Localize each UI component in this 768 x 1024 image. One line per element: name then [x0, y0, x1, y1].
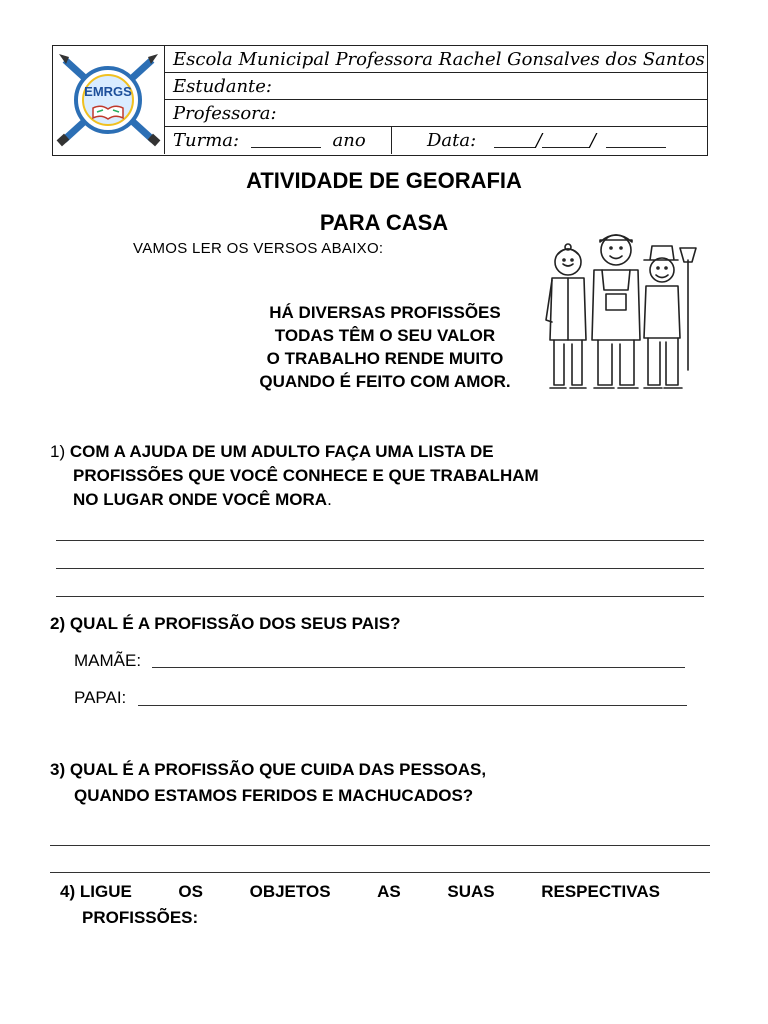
instruction-text: VAMOS LER OS VERSOS ABAIXO:: [133, 240, 384, 257]
student-label: Estudante:: [173, 76, 272, 97]
answer-line[interactable]: [50, 872, 710, 873]
workers-illustration: [540, 220, 700, 395]
header-table: [52, 45, 708, 156]
date-day-field[interactable]: [494, 131, 536, 148]
mom-answer-line[interactable]: [152, 667, 685, 668]
verse-line: O TRABALHO RENDE MUITO: [266, 349, 504, 368]
school-name-row: [165, 46, 707, 73]
question-text: QUAL É A PROFISSÃO DOS SEUS PAIS?: [69, 614, 401, 633]
question-number: 4): [60, 882, 76, 901]
row-divider: [391, 127, 392, 154]
question-text: PROFISSÕES QUE VOCÊ CONHECE E QUE TRABALHAM: [73, 466, 539, 485]
answer-line[interactable]: [56, 596, 704, 597]
date-separator: /: [590, 130, 597, 151]
teacher-row[interactable]: [165, 100, 707, 127]
question-4: [60, 882, 660, 928]
question-text: COM A AJUDA DE UM ADULTO FAÇA UMA LISTA DE: [69, 442, 494, 461]
year-label: ano: [332, 130, 366, 151]
school-logo: [53, 46, 165, 154]
question-text: QUAL É A PROFISSÃO QUE CUIDA DAS PESSOAS,: [69, 760, 487, 779]
question-word: LIGUE: [79, 882, 132, 901]
question-text: QUANDO ESTAMOS FERIDOS E MACHUCADOS?: [74, 786, 474, 805]
date-month-field[interactable]: [542, 131, 590, 148]
question-3: [50, 758, 486, 808]
verse-line: QUANDO É FEITO COM AMOR.: [259, 372, 511, 391]
answer-line[interactable]: [56, 540, 704, 541]
question-number: 1): [50, 442, 66, 461]
page-subtitle: PARA CASA: [319, 210, 449, 235]
question-2: [50, 612, 400, 636]
teacher-label: Professora:: [173, 103, 277, 124]
student-row[interactable]: [165, 73, 707, 100]
question-number: 2): [50, 614, 66, 633]
class-date-row: [165, 127, 707, 154]
question-word: RESPECTIVAS: [541, 882, 660, 901]
mom-label: MAMÃE:: [74, 651, 142, 670]
question-1: [50, 440, 539, 512]
answer-line[interactable]: [56, 568, 704, 569]
answer-line[interactable]: [50, 845, 710, 846]
question-text: PROFISSÕES:: [82, 908, 199, 927]
date-label: Data:: [427, 130, 477, 151]
dad-answer-line[interactable]: [138, 705, 687, 706]
question-number: 3): [50, 760, 66, 779]
page-title: ATIVIDADE DE GEORAFIA: [246, 168, 522, 193]
school-logo-icon: [53, 46, 164, 154]
question-word: OBJETOS: [249, 882, 331, 901]
verse-line: HÁ DIVERSAS PROFISSÕES: [269, 303, 501, 322]
logo-text: EMRGS: [84, 84, 132, 99]
verse-line: TODAS TÊM O SEU VALOR: [274, 326, 496, 345]
date-year-field[interactable]: [606, 131, 666, 148]
date-separator: /: [535, 130, 543, 151]
class-field[interactable]: [251, 131, 321, 148]
question-text: NO LUGAR ONDE VOCÊ MORA: [73, 490, 328, 509]
verse: [230, 301, 540, 393]
dad-label: PAPAI:: [74, 688, 127, 707]
question-word: OS: [178, 882, 203, 901]
class-label: Turma:: [173, 130, 240, 151]
question-word: AS: [377, 882, 401, 901]
question-word: SUAS: [447, 882, 495, 901]
date-field-group: [427, 127, 666, 154]
question-punctuation: .: [327, 490, 332, 509]
school-name: Escola Municipal Professora Rachel Gonsalves dos Santos: [173, 49, 705, 70]
